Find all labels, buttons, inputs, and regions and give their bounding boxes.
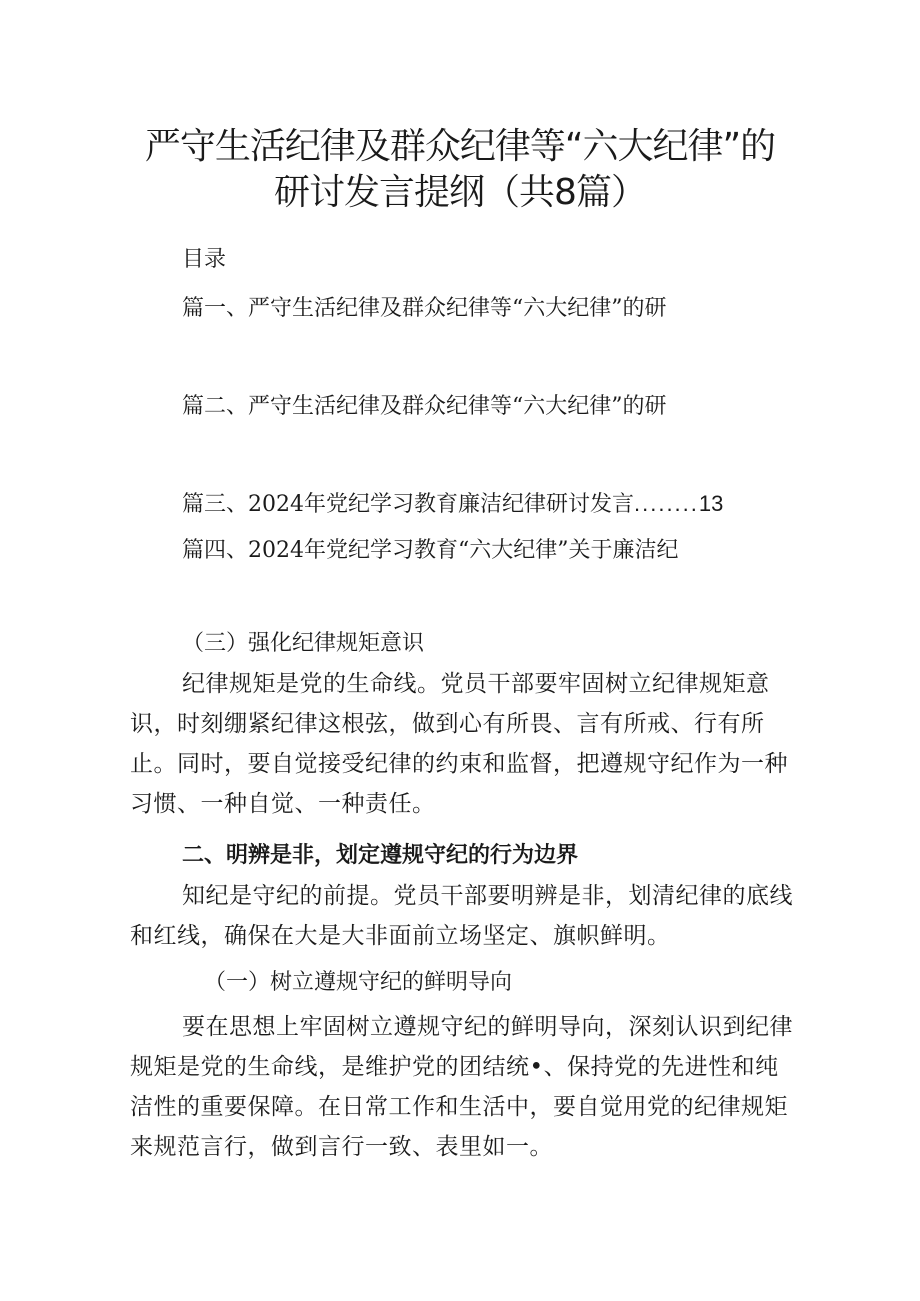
document-title-line-2: 研讨发言提纲（共8篇） [274,172,646,213]
section-heading: 二、明辨是非，划定遵规守纪的行为边界 [182,843,579,868]
document-title-line-1: 严守生活纪律及群众纪律等“六大纪律”的 [144,126,776,167]
body-paragraph: 知纪是守纪的前提。党员干部要明辨是非，划清纪律的底线和红线，确保在大是大非面前立场坚定、旗帜鲜明。 [130,883,793,949]
section-subheading: （三）强化纪律规矩意识 [182,631,425,656]
body-paragraph: 纪律规矩是党的生命线。党员干部要牢固树立纪律规矩意识，时刻绷紧纪律这根弦，做到心有所畏、言有所戒、行有所止。同时，要自觉接受纪律的约束和监督，把遵规守纪作为一种习惯、一种自觉、一种责任。 [130,671,788,817]
toc-item-label: 篇三、2024年党纪学习教育廉洁纪律研讨发言 [182,492,634,517]
body-paragraph: 要在思想上牢固树立遵规守纪的鲜明导向，深刻认识到纪律规矩是党的生命线，是维护党的团结统•、保持党的先进性和纯洁性的重要保障。在日常工作和生活中，要自觉用党的纪律规矩来规范言行，做到言行一致、表里如一。 [130,1014,793,1160]
toc-item-label: 篇四、2024年党纪学习教育“六大纪律”关于廉洁纪 [182,538,679,563]
toc-heading: 目录 [182,247,227,272]
toc-item[interactable] [182,392,667,422]
toc-item-page-number: 13 [698,491,724,516]
toc-item[interactable] [182,536,678,566]
toc-item[interactable] [182,294,667,324]
toc-item[interactable] [182,489,723,520]
toc-item-label: 篇二、严守生活纪律及群众纪律等“六大纪律”的研 [182,394,667,419]
section-subheading: （一）树立遵规守纪的鲜明导向 [204,970,513,995]
toc-item-dots: ........ [634,491,699,516]
toc-item-label: 篇一、严守生活纪律及群众纪律等“六大纪律”的研 [182,296,667,321]
